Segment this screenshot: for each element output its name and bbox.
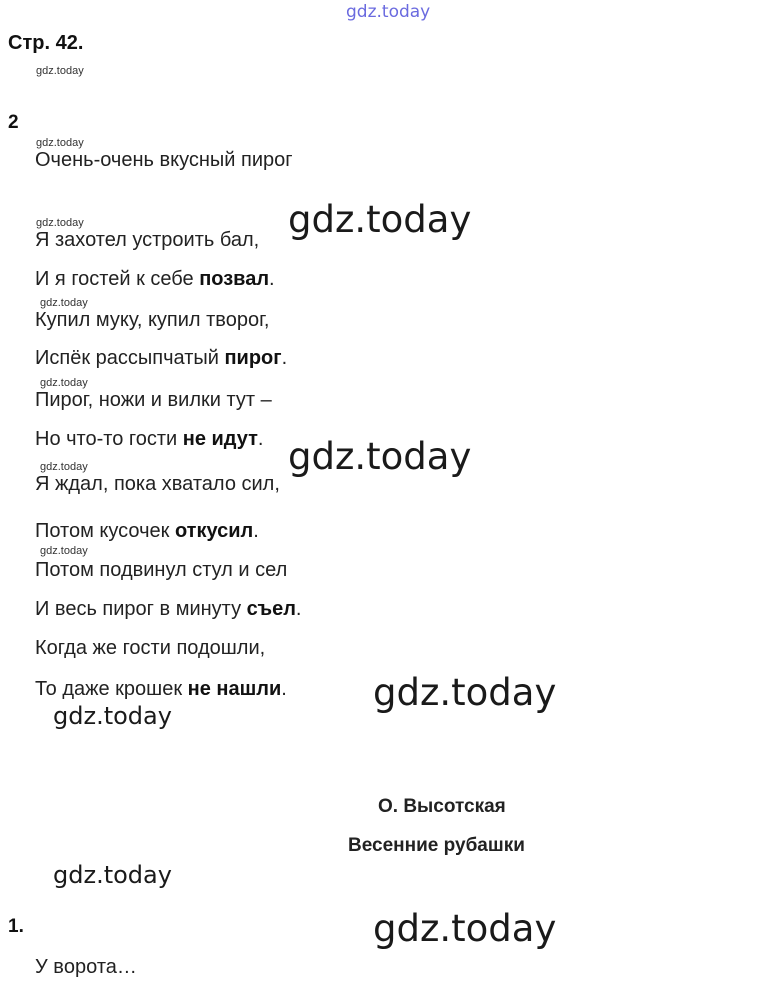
poem-line: Испёк рассыпчатый пирог. xyxy=(35,347,288,369)
poem-line: Но что-то гости не идут. xyxy=(35,428,264,450)
watermark-small: gdz.today xyxy=(36,137,84,149)
watermark-small: gdz.today xyxy=(36,65,84,77)
page-heading: Стр. 42. xyxy=(8,32,84,54)
answer-word: пирог xyxy=(224,347,282,369)
answer-word: откусил xyxy=(174,520,254,542)
answer-word: не нашли xyxy=(187,678,282,700)
section-title: Весенние рубашки xyxy=(348,835,525,856)
poem-author: О. Высотская xyxy=(378,796,506,817)
watermark-small: gdz.today xyxy=(40,297,88,309)
poem-line: То даже крошек не нашли. xyxy=(35,678,287,700)
poem-line: Пирог, ножи и вилки тут – xyxy=(35,389,272,411)
watermark-small: gdz.today xyxy=(40,545,88,557)
poem-line: И весь пирог в минуту съел. xyxy=(35,598,302,620)
watermark-small: gdz.today xyxy=(36,217,84,229)
poem-line: Я ждал, пока хватало сил, xyxy=(35,473,280,495)
watermark-medium: gdz.today xyxy=(53,702,172,730)
poem-line: И я гостей к себе позвал. xyxy=(35,268,275,290)
answer-word: позвал xyxy=(199,268,270,290)
watermark-large: gdz.today xyxy=(373,671,557,714)
watermark-small: gdz.today xyxy=(40,461,88,473)
watermark-medium: gdz.today xyxy=(53,861,172,889)
answer-word: съел xyxy=(246,598,296,620)
answer-word: не идут xyxy=(182,428,258,450)
watermark-top: gdz.today xyxy=(346,2,431,22)
poem-line: Потом кусочек откусил. xyxy=(35,520,259,542)
watermark-large: gdz.today xyxy=(288,435,472,478)
poem-line: Когда же гости подошли, xyxy=(35,637,266,659)
watermark-large: gdz.today xyxy=(288,198,472,241)
poem-line: Потом подвинул стул и сел xyxy=(35,559,288,581)
poem-line: Я захотел устроить бал, xyxy=(35,229,260,251)
task-number: 1. xyxy=(8,916,24,937)
task-number: 2 xyxy=(8,112,19,133)
watermark-small: gdz.today xyxy=(40,377,88,389)
poem-line: У вoрота… xyxy=(35,956,137,978)
poem-title: Очень-очень вкусный пирог xyxy=(35,149,293,171)
watermark-large: gdz.today xyxy=(373,907,557,950)
poem-line: Купил муку, купил творог, xyxy=(35,309,270,331)
